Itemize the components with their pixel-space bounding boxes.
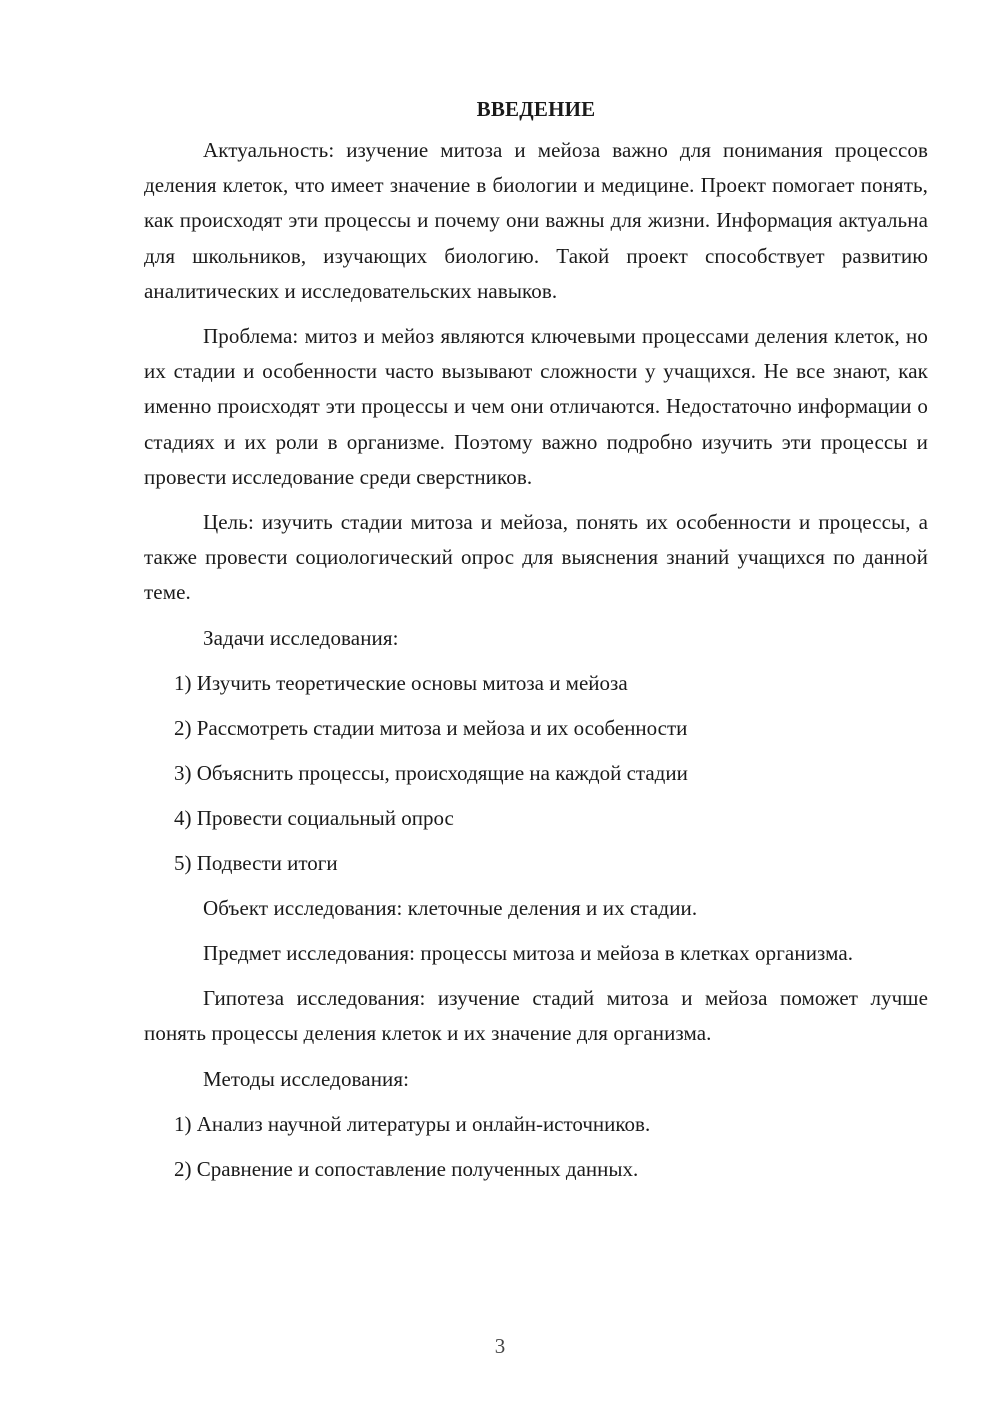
section-title: ВВЕДЕНИЕ [476,97,596,121]
subject-paragraph: Предмет исследования: процессы митоза и мейоза в клетках организма. [203,941,854,966]
problem-paragraph: Проблема: митоз и мейоз являются ключевыми процессами деления клеток, но их стадии и особенности часто вызывают сложности у учащихся. Не все знают, как именно происходят эти процессы и чем они отличаются. Недостаточно информации о стадиях и их роли в организме. Поэтому важно подробно изучить эти процессы и провести исследование среди сверстников. [144,324,928,489]
object-paragraph: Объект исследования: клеточные деления и их стадии. [203,895,698,920]
list-item: 4) Провести социальный опрос [174,805,454,830]
document-page [144,92,928,1197]
tasks-heading: Задачи исследования: [203,625,399,650]
goal-paragraph: Цель: изучить стадии митоза и мейоза, понять их особенности и процессы, а также провести социологический опрос для выяснения знаний учащихся по данной теме. [144,510,928,605]
list-item: 5) Подвести итоги [174,850,338,875]
list-item: 2) Рассмотреть стадии митоза и мейоза и их особенности [174,715,688,740]
tasks-list [144,666,928,881]
list-item: 1) Изучить теоретические основы митоза и мейоза [174,670,628,695]
list-item: 2) Сравнение и сопоставление полученных данных. [174,1156,639,1181]
methods-heading: Методы исследования: [203,1066,410,1091]
methods-list [144,1107,928,1187]
page-number: 3 [494,1334,506,1358]
list-item: 3) Объяснить процессы, происходящие на каждой стадии [174,760,688,785]
list-item: 1) Анализ научной литературы и онлайн-источников. [174,1111,651,1136]
hypothesis-paragraph: Гипотеза исследования: изучение стадий митоза и мейоза поможет лучше понять процессы деления клеток и их значение для организма. [144,986,928,1046]
relevance-paragraph: Актуальность: изучение митоза и мейоза важно для понимания процессов деления клеток, что имеет значение в биологии и медицине. Проект помогает понять, как происходят эти процессы и почему они важны для жизни. Информация актуальна для школьников, изучающих биологию. Такой проект способствует развитию аналитических и исследовательских навыков. [144,138,928,303]
